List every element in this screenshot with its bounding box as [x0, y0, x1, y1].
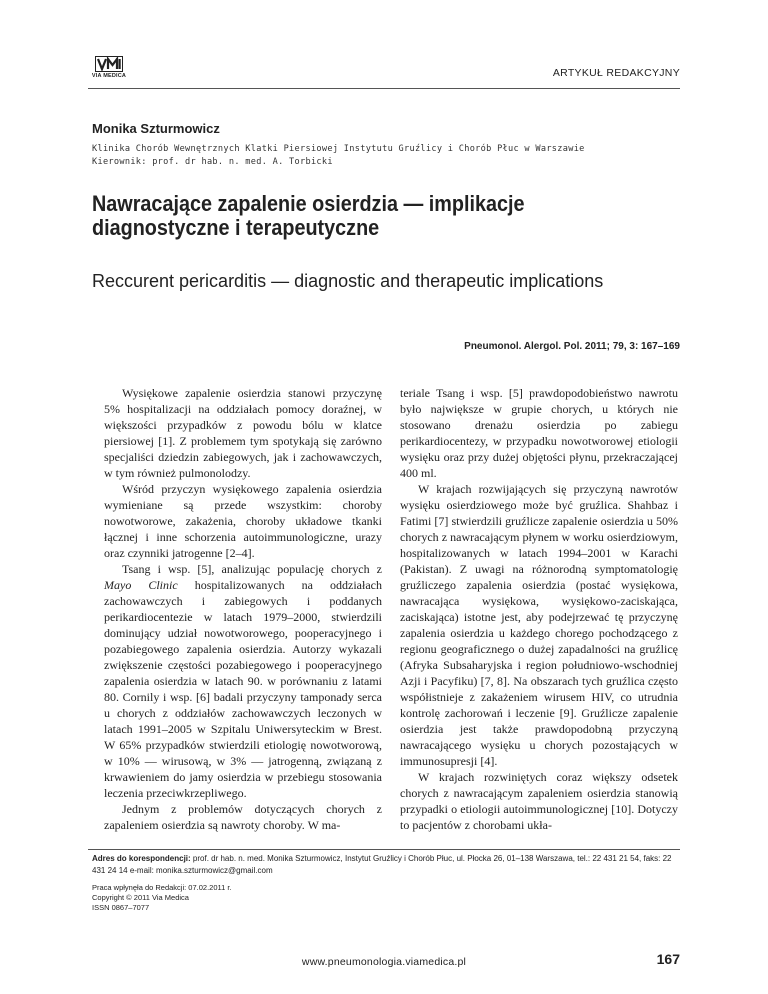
page-number: 167	[656, 951, 680, 967]
paragraph: Wysiękowe zapalenie osierdzia stanowi przyczynę 5% hospitalizacji na oddziałach pomocy doraźnej, w większości przypadków z powodu bólu w klatce piersiowej [1]. Z problemem tym spotykają się zarówno specjaliści dziedzin zabiegowych, jak i zachowawczych, w tym również pulmonolodzy.	[104, 386, 382, 480]
paragraph: W krajach rozwijających się przyczyną nawrotów wysięku osierdziowego może być gruźlica. Shahbaz i Fatimi [7] stwierdzili gruźlicze zapalenie osierdzia u 50% chorych z nawracającym płynem w worku osierdziowym, hospitalizowanych w latach 1994–2001 w Karachi (Pakistan). Z uwagi na różnorodną symptomatologię gruźliczego zapalenia osierdzia (postać wysiękowa, nawracająca wysiękowa, wysiękowo-zaciskająca, zaciskająca) istotne jest, aby podejrzewać tę przyczynę zapalenia osierdzia u każdego chorego pochodzącego z regionu geograficznego o dużej zapadalności na gruźlicę (Afryka Subsaharyjska i region południowo-wschodniej Azji i Pacyfiku) [7, 8]. Na obszarach tych gruźlica często współistnieje z zakażeniem wirusem HIV, co utrudnia kontrolę zachorowań i leczenie [9]. Gruźlicze zapalenie osierdzia jest także prawdopodobną przyczyną nawracającego wysięku u chorych pozostających w immunosupresji [4].	[400, 482, 678, 768]
copyright: Copyright © 2011 Via Medica	[92, 893, 189, 902]
paragraph	[104, 561, 382, 801]
correspondence-text: prof. dr hab. n. med. Monika Szturmowicz, Instytut Gruźlicy i Chorób Płuc, ul. Płocka 26, 01–138 Warszawa, tel.: 22 431 21 54, faks: 22 431 24 14 e-mail: monika.szturmowicz@gmail.com	[92, 854, 672, 875]
logo-text: VIA MEDICA	[91, 73, 127, 79]
correspondence-address	[92, 853, 682, 877]
footer-divider	[88, 849, 680, 850]
via-medica-logo	[88, 56, 130, 79]
section-label: ARTYKUŁ REDAKCYJNY	[552, 67, 680, 79]
journal-citation: Pneumonol. Alergol. Pol. 2011; 79, 3: 167–169	[464, 341, 680, 352]
italic-text: Mayo Clinic	[104, 578, 178, 592]
header-divider	[88, 88, 680, 89]
paragraph: teriale Tsang i wsp. [5] prawdopodobieństwo nawrotu było największe w grupie chorych, u których nie stosowano drenażu osierdzia po zabiegu perikardiocentezy, w przypadku nowotworowej etiologii wysięku oraz przy dużej objętości płynu, przekraczającej 400 ml.	[400, 386, 678, 480]
paragraph: Wśród przyczyn wysiękowego zapalenia osierdzia wymieniane są przede wszystkim: choroby nowotworowe, zakażenia, choroby układowe tkanki łącznej i inne schorzenia autoimmunologiczne, urazy oraz czynniki jatrogenne [2–4].	[104, 482, 382, 560]
head-line: Kierownik: prof. dr hab. n. med. A. Torbicki	[92, 157, 333, 167]
paragraph: Jednym z problemów dotyczących chorych z zapaleniem osierdzia są nawroty choroby. W ma-	[104, 802, 382, 832]
author-name: Monika Szturmowicz	[92, 121, 220, 136]
publication-info	[92, 883, 232, 913]
received-date: Praca wpłynęła do Redakcji: 07.02.2011 r.	[92, 883, 232, 892]
paragraph-text: Tsang i wsp. [5], analizując populację chorych z	[122, 562, 382, 576]
author-affiliation	[92, 143, 585, 169]
paragraph-text: hospitalizowanych na oddziałach zachowawczych i zabiegowych i poddanych perikardiocentezie w latach 1979–2000, stwierdzili dominujący udział nowotworowego, pooperacyjnego i pozabiegowego zapalenia osierdzia. Autorzy wykazali zwiększenie częstości pozabiegowego i pooperacyjnego zapalenia osierdzia w latach 90. w porównaniu z latami 80. Cornily i wsp. [6] badali przyczyny tamponady serca u chorych z oddziałów zachowawczych leczonych w latach 1991–2005 w Szpitalu Uniwersyteckim w Brest. W 65% przypadków stwierdzili etiologię nowotworową, w 10% — wirusową, w 3% — jatrogenną, związaną z krwawieniem do jamy osierdzia w przebiegu stosowania leczenia przeciwkrzepliwego.	[104, 578, 382, 800]
article-title-english: Reccurent pericarditis — diagnostic and therapeutic implications	[92, 271, 604, 291]
affiliation-line: Klinika Chorób Wewnętrznych Klatki Piersiowej Instytutu Gruźlicy i Chorób Płuc w Warszawie	[92, 144, 585, 154]
body-column-right	[400, 385, 678, 833]
correspondence-label: Adres do korespondencji:	[92, 854, 191, 863]
body-column-left	[104, 385, 382, 833]
issn: ISSN 0867–7077	[92, 903, 150, 912]
via-medica-logo-icon	[95, 56, 123, 72]
journal-website: www.pneumonologia.viamedica.pl	[301, 956, 467, 968]
paragraph: W krajach rozwiniętych coraz większy odsetek chorych z nawracającym zapaleniem osierdzia stanowią przypadki o etiologii autoimmunologicznej [10]. Dotyczy to pacjentów z chorobami ukła-	[400, 770, 678, 832]
article-title: Nawracające zapalenie osierdzia — implikacje diagnostyczne i terapeutyczne	[92, 191, 525, 240]
